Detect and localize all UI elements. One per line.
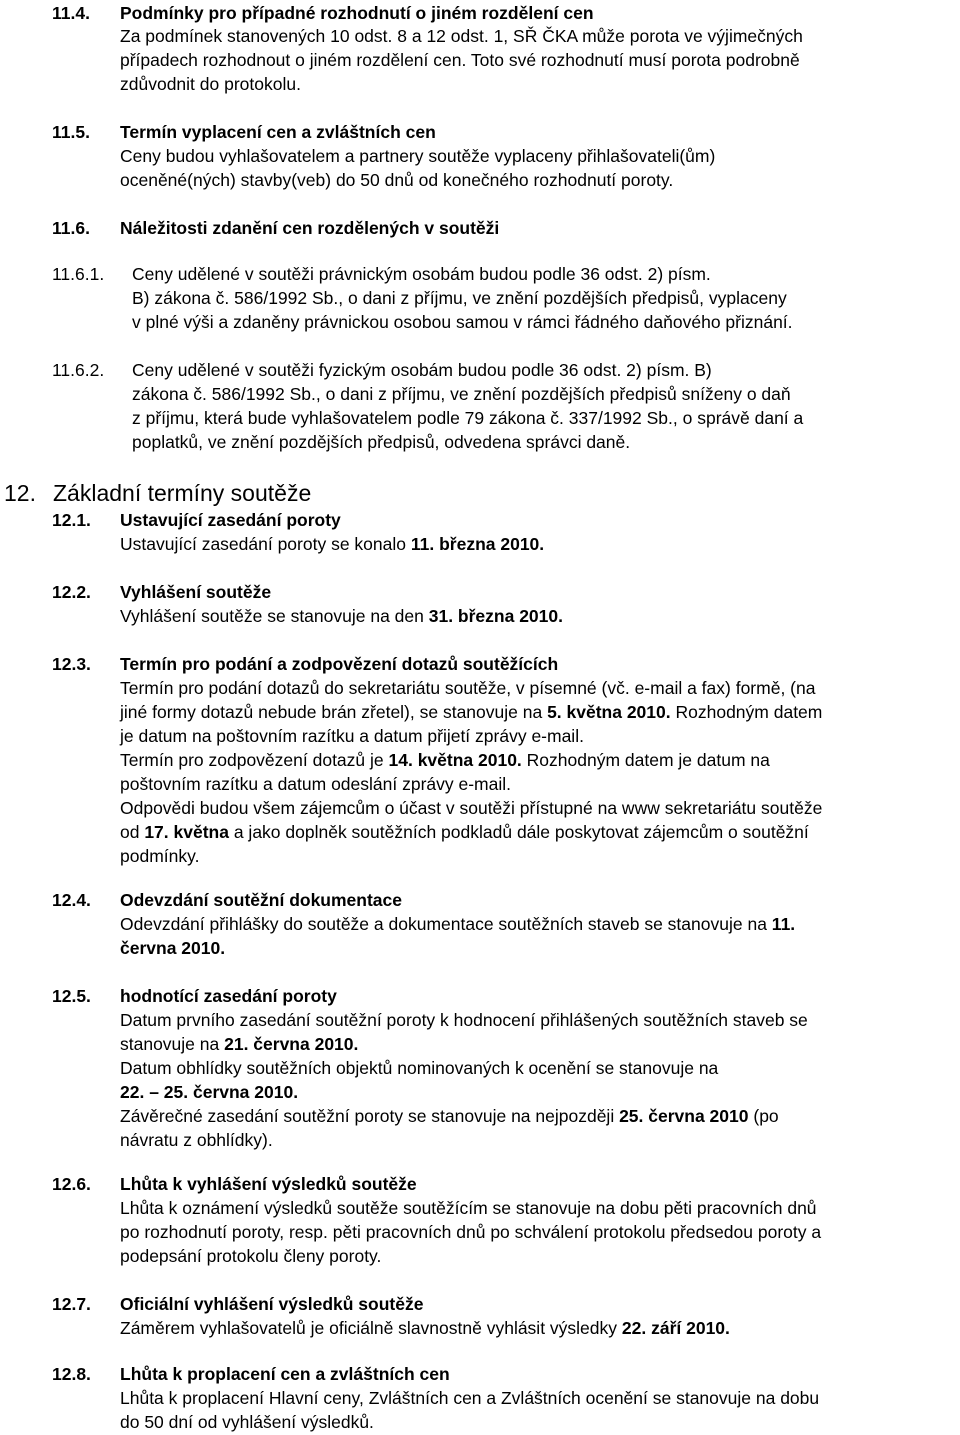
date: 17. května bbox=[144, 822, 229, 842]
date: 22. září 2010. bbox=[621, 1318, 730, 1338]
law-reference: zákona č. 586/1992 Sb. bbox=[132, 384, 316, 404]
section-number: 11.6. bbox=[52, 218, 90, 238]
section-heading: Lhůta k vyhlášení výsledků soutěže bbox=[120, 1174, 417, 1194]
section-number: 12.6. bbox=[52, 1174, 91, 1194]
section-heading: hodnotící zasedání poroty bbox=[120, 986, 337, 1006]
date: června 2010. bbox=[120, 938, 226, 958]
section-heading: Podmínky pro případné rozhodnutí o jiném rozdělení cen bbox=[120, 3, 594, 23]
section-number: 11.5. bbox=[52, 122, 90, 142]
paragraph-line: Lhůta k oznámení výsledků soutěže soutěžícím se stanovuje na dobu pěti pracovních dnů bbox=[120, 1198, 817, 1218]
law-reference: z příjmu, která bude vyhlašovatelem podle 79 zákona č. 337/1992 Sb. bbox=[132, 408, 673, 428]
section-heading: Ustavující zasedání poroty bbox=[120, 510, 341, 530]
paragraph-line: z příjmu, která bude vyhlašovatelem podle 79 zákona č. 337/1992 Sb., o správě daní a bbox=[132, 408, 804, 428]
paragraph-line: Lhůta k proplacení Hlavní ceny, Zvláštních cen a Zvláštních ocenění se stanovuje na dobu bbox=[120, 1388, 820, 1408]
paragraph-line: podepsání protokolu členy poroty. bbox=[120, 1246, 382, 1266]
section-heading: Vyhlášení soutěže bbox=[120, 582, 272, 602]
paragraph-line: podmínky. bbox=[120, 846, 200, 866]
date: 31. března 2010. bbox=[428, 606, 563, 626]
paragraph-line: zdůvodnit do protokolu. bbox=[120, 74, 301, 94]
section-heading: Odevzdání soutěžní dokumentace bbox=[120, 890, 402, 910]
paragraph-line: poštovním razítku a datum odeslání zprávy e-mail. bbox=[120, 774, 512, 794]
paragraph-line: Termín pro podání dotazů do sekretariátu soutěže, v písemné (vč. e-mail a fax) formě, (na bbox=[120, 678, 816, 698]
section-number: 11.4. bbox=[52, 3, 90, 23]
date: 11. bbox=[771, 914, 796, 934]
paragraph-line: Vyhlášení soutěže se stanovuje na den 31. března 2010. bbox=[120, 606, 563, 626]
paragraph-line: B) zákona č. 586/1992 Sb., o dani z příjmu, ve znění pozdějších předpisů, vyplaceny bbox=[132, 288, 787, 308]
date: 25. června 2010 bbox=[619, 1106, 749, 1126]
paragraph-line: poplatků, ve znění pozdějších předpisů, odvedena správci daně. bbox=[132, 432, 631, 452]
date: 11. března 2010. bbox=[410, 534, 545, 554]
section-number: 12.7. bbox=[52, 1294, 91, 1314]
section-number: 12.4. bbox=[52, 890, 91, 910]
paragraph-line: Odpovědi budou všem zájemcům o účast v soutěži přístupné na www sekretariátu soutěže bbox=[120, 798, 823, 818]
section-number: 12.8. bbox=[52, 1364, 91, 1384]
paragraph-line: Termín pro zodpovězení dotazů je 14. května 2010. Rozhodným datem je datum na bbox=[120, 750, 770, 770]
paragraph-line: oceněné(ných) stavby(veb) do 50 dnů od konečného rozhodnutí poroty. bbox=[120, 170, 674, 190]
section-heading: Termín pro podání a zodpovězení dotazů soutěžících bbox=[120, 654, 559, 674]
paragraph-line: stanovuje na 21. června 2010. bbox=[120, 1034, 359, 1054]
section-number: 12.2. bbox=[52, 582, 91, 602]
section-number: 11.6.2. bbox=[52, 360, 105, 380]
paragraph-line: od 17. května a jako doplněk soutěžních podkladů dále poskytovat zájemcům o soutěžní bbox=[120, 822, 809, 842]
section-heading: Termín vyplacení cen a zvláštních cen bbox=[120, 122, 436, 142]
paragraph-line: Datum obhlídky soutěžních objektů nominovaných k ocenění se stanovuje na bbox=[120, 1058, 719, 1078]
chapter-number: 12. bbox=[4, 480, 36, 506]
section-number: 12.1. bbox=[52, 510, 91, 530]
date: 22. – 25. června 2010. bbox=[120, 1082, 299, 1102]
date: 21. června 2010. bbox=[224, 1034, 359, 1054]
paragraph-line: Ustavující zasedání poroty se konalo 11. března 2010. bbox=[120, 534, 545, 554]
section-heading: Oficiální vyhlášení výsledků soutěže bbox=[120, 1294, 424, 1314]
paragraph-line: zákona č. 586/1992 Sb., o dani z příjmu, ve znění pozdějších předpisů sníženy o daň bbox=[132, 384, 791, 404]
paragraph-line: případech rozhodnout o jiném rozdělení cen. Toto své rozhodnutí musí porota podrobně bbox=[120, 50, 800, 70]
paragraph-line: Ceny udělené v soutěži fyzickým osobám budou podle 36 odst. 2) písm. B) bbox=[132, 360, 712, 380]
section-number: 12.5. bbox=[52, 986, 91, 1006]
section-heading: Náležitosti zdanění cen rozdělených v soutěži bbox=[120, 218, 500, 238]
paragraph-line: Datum prvního zasedání soutěžní poroty k hodnocení přihlášených soutěžních staveb se bbox=[120, 1010, 808, 1030]
chapter-heading: Základní termíny soutěže bbox=[53, 480, 312, 506]
paragraph-line: Ceny budou vyhlašovatelem a partnery soutěže vyplaceny přihlašovateli(ům) bbox=[120, 146, 716, 166]
paragraph-line: Závěrečné zasedání soutěžní poroty se stanovuje na nejpozději 25. června 2010 (po bbox=[120, 1106, 779, 1126]
paragraph-line: Záměrem vyhlašovatelů je oficiálně slavnostně vyhlásit výsledky 22. září 2010. bbox=[120, 1318, 730, 1338]
paragraph-line: Odevzdání přihlášky do soutěže a dokumentace soutěžních staveb se stanovuje na 11. bbox=[120, 914, 796, 934]
paragraph-line: v plné výši a zdaněny právnickou osobou samou v rámci řádného daňového přiznání. bbox=[132, 312, 793, 332]
paragraph-line: je datum na poštovním razítku a datum přijetí zprávy e-mail. bbox=[120, 726, 584, 746]
section-number: 12.3. bbox=[52, 654, 91, 674]
paragraph-line: Ceny udělené v soutěži právnickým osobám budou podle 36 odst. 2) písm. bbox=[132, 264, 711, 284]
date: 14. května 2010. bbox=[388, 750, 522, 770]
section-number: 11.6.1. bbox=[52, 264, 105, 284]
section-heading: Lhůta k proplacení cen a zvláštních cen bbox=[120, 1364, 450, 1384]
date: 5. května 2010. bbox=[547, 702, 671, 722]
paragraph-line: jiné formy dotazů nebude brán zřetel), se stanovuje na 5. května 2010. Rozhodným datem bbox=[120, 702, 823, 722]
law-reference: B) zákona č. 586/1992 Sb. bbox=[132, 288, 339, 308]
paragraph-line: do 50 dní od vyhlášení výsledků. bbox=[120, 1412, 374, 1432]
paragraph-line: po rozhodnutí poroty, resp. pěti pracovních dnů po schválení protokolu předsedou poroty a bbox=[120, 1222, 822, 1242]
paragraph-line: návratu z obhlídky). bbox=[120, 1130, 273, 1150]
paragraph-line: Za podmínek stanovených 10 odst. 8 a 12 odst. 1, SŘ ČKA může porota ve výjimečných bbox=[120, 26, 803, 46]
